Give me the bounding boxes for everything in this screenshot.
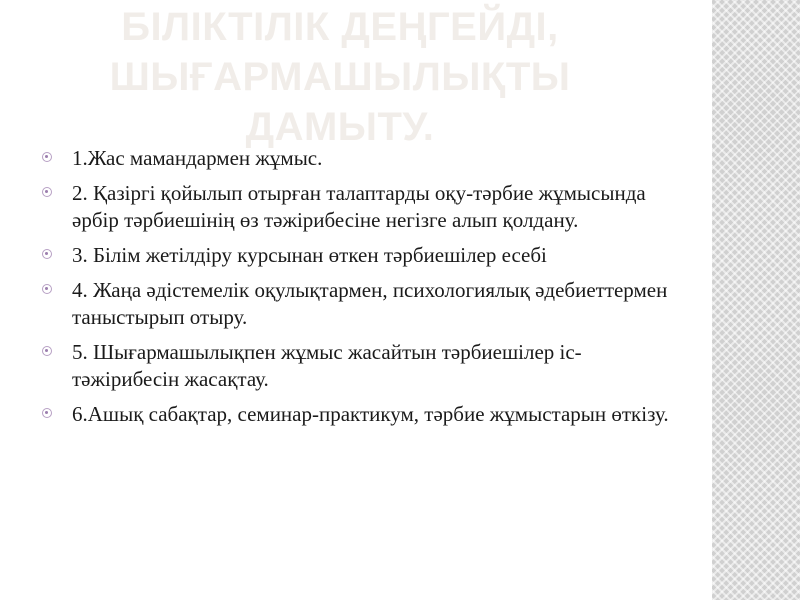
slide-title	[60, 2, 620, 152]
circle-bullet-icon	[42, 284, 52, 294]
bullet-item-6	[42, 401, 672, 428]
bullet-text: 5. Шығармашылықпен жұмыс жасайтын тәрбиешілер іс-тәжірибесін жасақтау.	[72, 340, 582, 391]
circle-bullet-icon	[42, 249, 52, 259]
bullet-text: 1.Жас мамандармен жұмыс.	[72, 146, 323, 170]
bullet-item-1	[42, 145, 672, 172]
circle-bullet-icon	[42, 187, 52, 197]
circle-bullet-icon	[42, 152, 52, 162]
title-line-3: ДАМЫТУ.	[245, 105, 435, 149]
bullet-list	[42, 145, 672, 436]
bullet-text: 2. Қазіргі қойылып отырған талаптарды оқу-тәрбие жұмысында әрбір тәрбиешінің өз тәжірибесіне негізге алып қолдану.	[72, 181, 646, 232]
circle-bullet-icon	[42, 346, 52, 356]
title-line-1: БІЛІКТІЛІК ДЕҢГЕЙДІ,	[121, 5, 559, 49]
bullet-item-3	[42, 242, 672, 269]
bullet-item-2	[42, 180, 672, 234]
bullet-text: 3. Білім жетілдіру курсынан өткен тәрбиешілер есебі	[72, 243, 547, 267]
title-line-2: ШЫҒАРМАШЫЛЫҚТЫ	[109, 55, 571, 99]
bullet-text: 4. Жаңа әдістемелік оқулықтармен, психологиялық әдебиеттермен таныстырып отыру.	[72, 278, 668, 329]
bullet-text: 6.Ашық сабақтар, семинар-практикум, тәрбие жұмыстарын өткізу.	[72, 402, 669, 426]
bullet-item-5	[42, 339, 672, 393]
decorative-side-band	[712, 0, 800, 600]
bullet-item-4	[42, 277, 672, 331]
circle-bullet-icon	[42, 408, 52, 418]
